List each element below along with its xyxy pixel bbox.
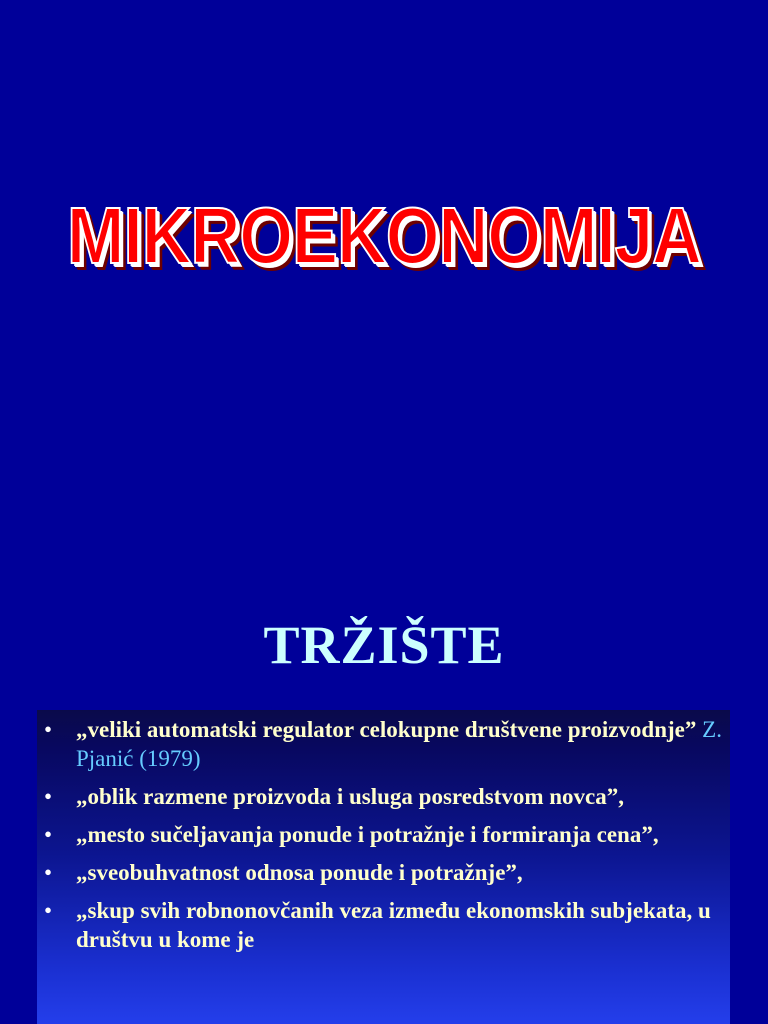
bullet-text: „sveobuhvatnost odnosa ponude i potražnje”, xyxy=(76,860,523,885)
bullet-item xyxy=(44,896,734,954)
bullet-text: „mesto sučeljavanja ponude i potražnje i formiranja cena”, xyxy=(76,822,659,847)
bullet-icon: • xyxy=(44,822,53,847)
bullet-icon: • xyxy=(44,898,53,923)
bullet-icon: • xyxy=(44,717,53,742)
bullet-text: „veliki automatski regulator celokupne društvene proizvodnje” xyxy=(76,717,697,742)
slide-2 xyxy=(0,512,768,1024)
bullet-item xyxy=(44,858,734,887)
slide-subtitle: TRŽIŠTE xyxy=(263,615,505,675)
bullet-item xyxy=(44,782,734,811)
bullet-item xyxy=(44,715,734,773)
slide-title: MIKROEKONOMIJA xyxy=(67,191,701,280)
bullet-icon: • xyxy=(44,860,53,885)
bullet-list xyxy=(44,715,734,963)
bullet-icon: • xyxy=(44,784,53,809)
bullet-citation: Z. Pjanić (1979) xyxy=(76,717,722,771)
bullet-text: „skup svih robnonovčanih veza između ekonomskih subjekata, u društvu u kome je xyxy=(76,898,711,952)
bullet-text: „oblik razmene proizvoda i usluga posredstvom novca”, xyxy=(76,784,624,809)
bullet-item xyxy=(44,820,734,849)
